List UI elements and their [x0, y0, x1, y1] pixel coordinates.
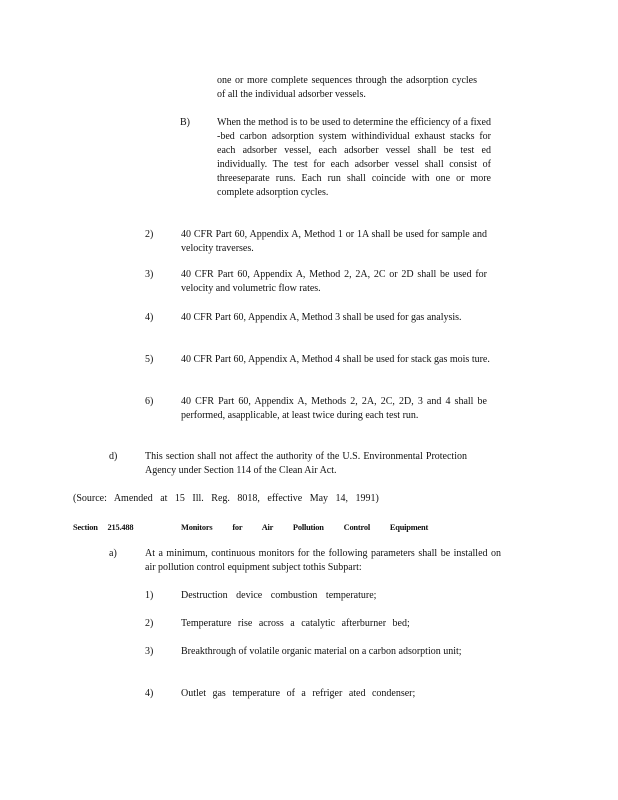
item-b-text: When the method is to be used to determine the efficiency of a fixed -bed carbon adsorption system withindividual exhaust stacks for each adsorber vessel, each adsorber vessel shall be test ed individually. The test for each adsorber vessel shall consist of threeseparate runs. Each run shall coincide with one or more complete adsorption cycles. — [217, 117, 491, 198]
section-number: Section 215.488 — [73, 523, 134, 532]
monitor-2-text: Temperature rise across a catalytic afterburner bed; — [181, 618, 410, 629]
monitor-1-text: Destruction device combustion temperature; — [181, 590, 377, 601]
item-4-text: 40 CFR Part 60, Appendix A, Method 3 shall be used for gas analysis. — [181, 312, 462, 323]
item-b-label: B) — [180, 117, 190, 128]
monitor-3-text: Breakthrough of volatile organic material on a carbon adsorption unit; — [181, 646, 462, 657]
item-3-text: 40 CFR Part 60, Appendix A, Method 2, 2A, 2C or 2D shall be used for velocity and volumetric flow rates. — [181, 269, 487, 294]
monitor-4-text: Outlet gas temperature of a refriger ated condenser; — [181, 688, 416, 699]
monitor-1-label: 1) — [145, 590, 154, 601]
item-d-text: This section shall not affect the authority of the U.S. Environmental Protection Agency under Section 114 of the Clean Air Act. — [145, 451, 467, 476]
item-d-label: d) — [109, 451, 118, 462]
item-2-label: 2) — [145, 229, 154, 240]
source-note: (Source: Amended at 15 Ill. Reg. 8018, effective May 14, 1991) — [73, 493, 379, 504]
monitor-4-label: 4) — [145, 688, 154, 699]
item-3-label: 3) — [145, 269, 154, 280]
monitor-3-label: 3) — [145, 646, 154, 657]
item-5-label: 5) — [145, 354, 154, 365]
section-title: Monitors for Air Pollution Control Equipment — [181, 523, 429, 532]
item-2-text: 40 CFR Part 60, Appendix A, Method 1 or 1A shall be used for sample and velocity traverses. — [181, 229, 487, 254]
item-6-label: 6) — [145, 396, 154, 407]
item-5-text: 40 CFR Part 60, Appendix A, Method 4 shall be used for stack gas mois ture. — [181, 354, 490, 365]
item-4-label: 4) — [145, 312, 154, 323]
item-6-text: 40 CFR Part 60, Appendix A, Methods 2, 2A, 2C, 2D, 3 and 4 shall be performed, asapplicable, at least twice during each test run. — [181, 396, 487, 421]
item-a-text: At a minimum, continuous monitors for the following parameters shall be installed on air pollution control equipment subject tothis Subpart: — [145, 548, 501, 573]
item-a-label: a) — [109, 548, 117, 559]
monitor-2-label: 2) — [145, 618, 154, 629]
continuation-text: one or more complete sequences through the adsorption cycles of all the individual adsorber vessels. — [217, 75, 477, 100]
